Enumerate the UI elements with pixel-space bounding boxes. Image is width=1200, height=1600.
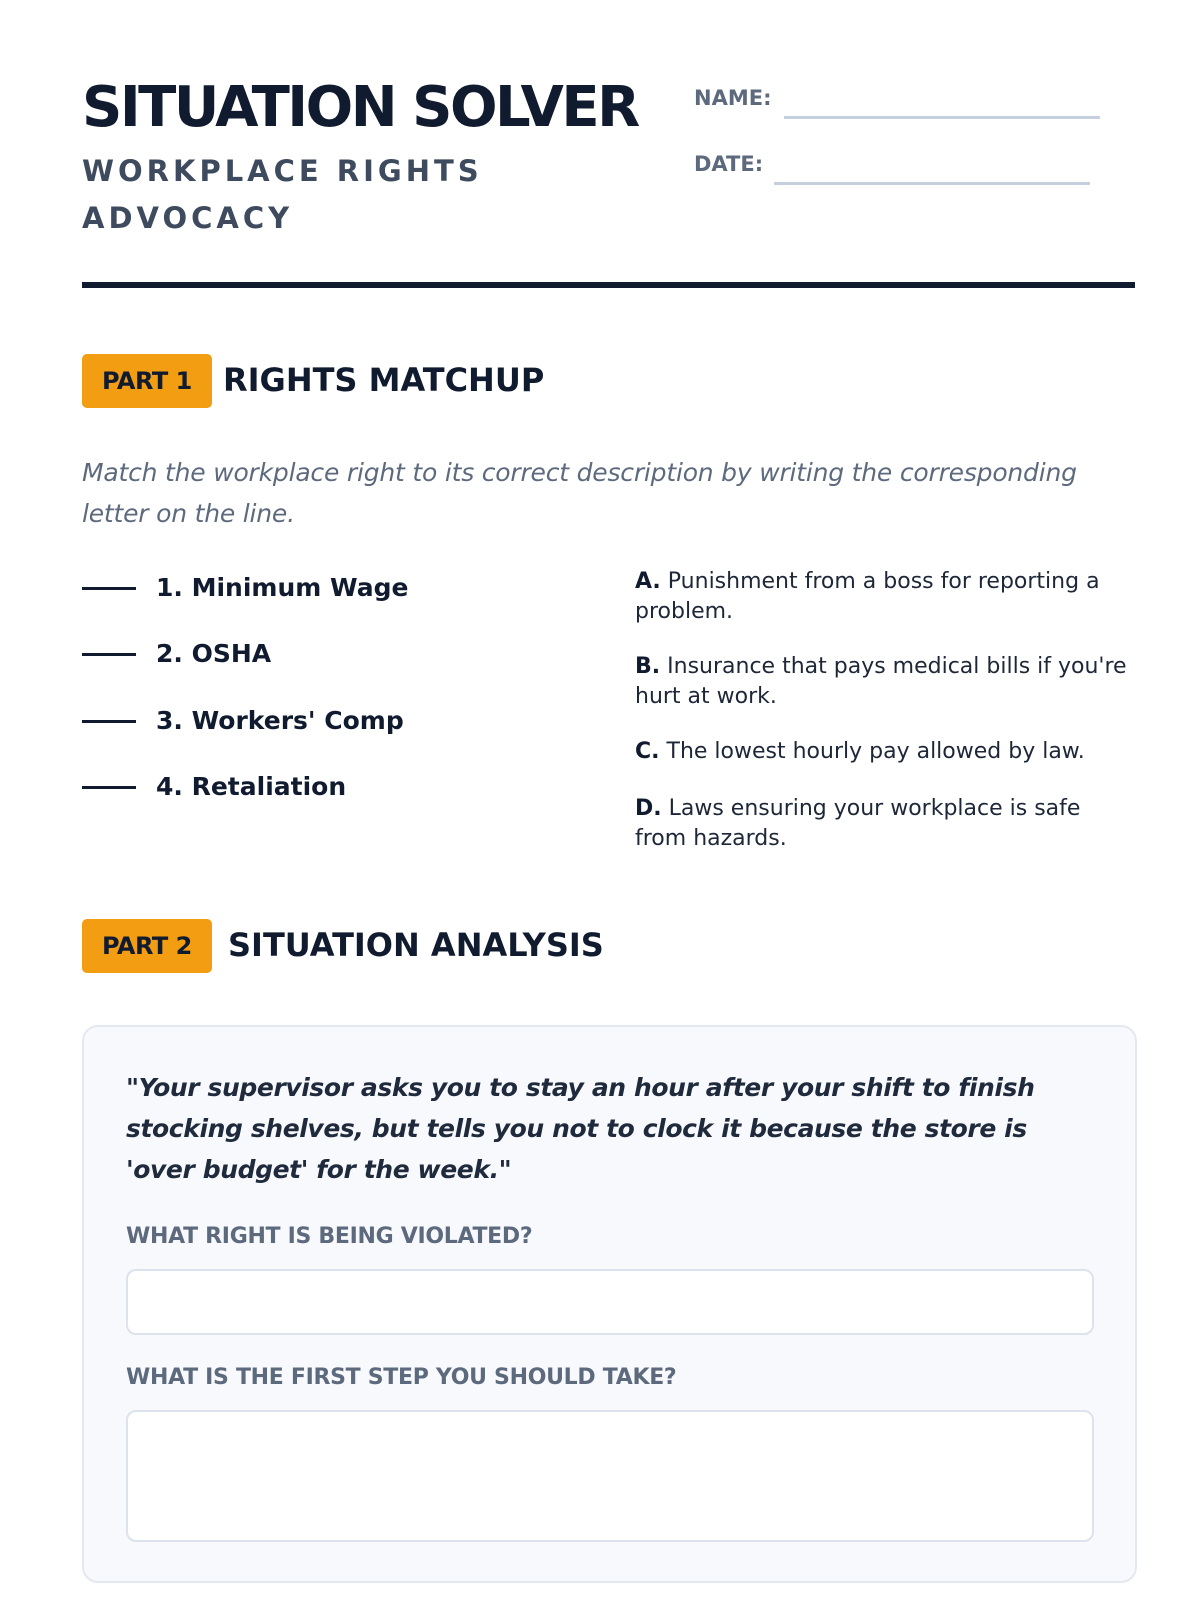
answer-blank[interactable] xyxy=(82,587,136,590)
worksheet-page xyxy=(82,0,1135,1600)
scenario-card xyxy=(82,1025,1137,1583)
definition-letter: C. xyxy=(635,739,660,764)
first-step-input[interactable] xyxy=(126,1410,1094,1542)
part1-badge: PART 1 xyxy=(82,354,212,408)
definition-letter: A. xyxy=(635,569,661,594)
definition-item xyxy=(635,737,1135,767)
name-field[interactable] xyxy=(784,116,1100,119)
definition-text: Punishment from a boss for reporting a problem. xyxy=(635,569,1100,624)
scenario-text: "Your supervisor asks you to stay an hour after your shift to finish stocking shelves, but tells you not to clock it because the store is 'over budget' for the week." xyxy=(126,1073,1035,1184)
match-term: 3. Workers' Comp xyxy=(156,706,404,735)
part2-title: SITUATION ANALYSIS xyxy=(228,926,604,964)
part2-badge: PART 2 xyxy=(82,919,212,973)
definition-item xyxy=(635,567,1135,627)
definition-item xyxy=(635,794,1135,854)
page-title: SITUATION SOLVER xyxy=(82,75,638,140)
definition-text: Laws ensuring your workplace is safe from hazards. xyxy=(635,796,1081,851)
definition-text: The lowest hourly pay allowed by law. xyxy=(666,739,1085,764)
match-term: 2. OSHA xyxy=(156,639,272,668)
answer-blank[interactable] xyxy=(82,653,136,656)
page-subtitle: WORKPLACE RIGHTS ADVOCACY xyxy=(82,154,483,235)
match-term: 4. Retaliation xyxy=(156,772,347,801)
date-label: DATE: xyxy=(694,152,764,176)
date-field[interactable] xyxy=(774,182,1090,185)
answer-blank[interactable] xyxy=(82,786,136,789)
question-first-step: WHAT IS THE FIRST STEP YOU SHOULD TAKE? xyxy=(126,1365,677,1390)
definition-letter: B. xyxy=(635,654,661,679)
header-divider xyxy=(82,282,1135,288)
violated-right-input[interactable] xyxy=(126,1269,1094,1335)
definition-letter: D. xyxy=(635,796,662,821)
part1-instructions: Match the workplace right to its correct description by writing the corresponding letter on the line. xyxy=(82,458,1077,528)
part1-title: RIGHTS MATCHUP xyxy=(223,361,545,399)
name-label: NAME: xyxy=(694,86,772,110)
question-violated-right: WHAT RIGHT IS BEING VIOLATED? xyxy=(126,1224,533,1249)
definition-text: Insurance that pays medical bills if you're hurt at work. xyxy=(635,654,1127,709)
answer-blank[interactable] xyxy=(82,720,136,723)
definition-item xyxy=(635,652,1135,712)
match-term: 1. Minimum Wage xyxy=(156,573,409,602)
